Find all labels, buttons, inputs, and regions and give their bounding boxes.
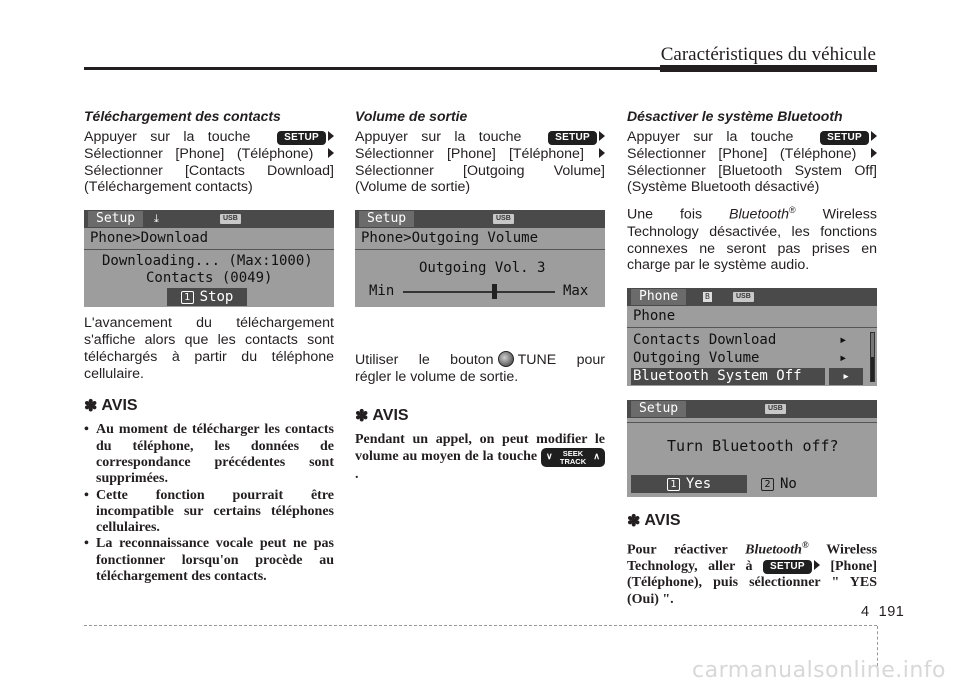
volume-max-label: Max (563, 283, 589, 300)
chevron-right-icon: ▸ (839, 332, 848, 349)
note-text: Pendant un appel, on peut modifier le volume au moyen de la touche ∨ SEEK TRACK ∧ . (355, 431, 605, 483)
menu-item-outgoing-volume: Outgoing Volume (633, 350, 760, 367)
chevron-right-icon: ▸ (839, 350, 848, 367)
arrow-right-icon (599, 148, 605, 158)
instruction-text: (Téléchargement contacts) (84, 179, 253, 196)
chevron-up-icon: ∧ (593, 451, 600, 462)
tune-knob-icon (498, 351, 514, 367)
column-outgoing-volume (355, 108, 605, 483)
avis-heading (84, 396, 334, 416)
screen-tab: Setup (88, 211, 143, 227)
instruction-text: Sélectionner [Outgoing Volume] (355, 162, 605, 179)
screen-top-bar (355, 210, 605, 228)
avis-title: AVIS (101, 397, 138, 415)
setup-button-icon: SETUP (277, 131, 326, 145)
chevron-right-icon: ▸ (829, 368, 863, 385)
footer-rule (84, 625, 877, 626)
arrow-right-icon (871, 131, 877, 141)
note-mark-icon: ✽ (355, 407, 369, 425)
menu-item-contacts-download: Contacts Download (633, 332, 777, 349)
softkey-number: 2 (761, 478, 774, 491)
setup-button-icon: SETUP (820, 131, 869, 145)
usb-icon: USB (765, 404, 786, 414)
arrow-right-icon (871, 148, 877, 158)
setup-button-icon: SETUP (763, 560, 812, 574)
chevron-down-icon: ∨ (546, 451, 553, 462)
screen-top-bar (627, 288, 877, 306)
screen-bluetooth-off-confirm (627, 400, 877, 497)
volume-level: Outgoing Vol. 3 (419, 260, 546, 277)
instruction-text: (Système Bluetooth désactivé) (627, 179, 820, 196)
instruction-text: Sélectionner [Bluetooth System Off] (627, 162, 877, 179)
stop-softkey (167, 288, 247, 306)
instruction-text: (Volume de sortie) (355, 179, 471, 196)
page-number: 4 191 (861, 604, 905, 620)
screen-path: Phone>Download (84, 228, 334, 250)
arrow-right-icon (599, 131, 605, 141)
instructions (84, 129, 334, 196)
avis-heading (355, 406, 605, 426)
instruction-text: Appuyer sur la touche (355, 129, 522, 145)
download-icon: ⤓ (154, 212, 159, 226)
section-title: Désactiver le système Bluetooth (627, 108, 843, 124)
no-softkey (761, 476, 797, 492)
softkey-label: Stop (199, 289, 234, 306)
softkey-number: 1 (667, 478, 680, 491)
contacts-count: Contacts (0049) (146, 270, 273, 287)
screen-top-bar (627, 400, 877, 418)
volume-slider-track (403, 291, 555, 293)
screen-phone-menu (627, 288, 877, 386)
instruction-text: régler le volume de sortie. (355, 368, 519, 385)
instruction-text: Sélectionner [Phone] (Téléphone) (84, 145, 314, 162)
setup-button-icon: SETUP (548, 131, 597, 145)
avis-title: AVIS (644, 512, 681, 530)
instruction-text: Utiliser le bouton (355, 352, 494, 369)
progress-paragraph: L'avancement du téléchargement s'affiche alors que les contacts sont téléchargés à partir du téléphone cellulaire. (84, 315, 334, 382)
yes-softkey (631, 475, 747, 493)
bluetooth-paragraph: Une fois Bluetooth® Wireless Technology désactivée, les fonctions connexes ne seront pas prises en charge par le système audio. (627, 205, 877, 274)
screen-tab: Phone (631, 289, 686, 305)
softkey-label: No (780, 476, 797, 493)
note-item: • Cette fonction pourrait être incompatible sur certains téléphones cellulaires. (84, 487, 334, 536)
instructions (355, 129, 605, 196)
note-mark-icon: ✽ (627, 513, 641, 531)
section-title: Volume de sortie (355, 108, 468, 124)
screen-path: Phone (627, 306, 877, 328)
screen-download (84, 210, 334, 307)
scrollbar (870, 332, 875, 382)
column-bluetooth-off (627, 108, 877, 608)
usb-icon: USB (220, 214, 241, 224)
screen-top-bar (84, 210, 334, 228)
tune-paragraph (355, 351, 605, 386)
note-mark-icon: ✽ (84, 398, 98, 416)
note-list (84, 422, 334, 585)
screen-tab: Setup (631, 401, 686, 417)
arrow-right-icon (328, 131, 334, 141)
usb-icon: USB (733, 292, 754, 302)
arrow-right-icon (814, 560, 820, 570)
download-progress: Downloading... (Max:1000) (102, 253, 313, 270)
column-contacts-download (84, 108, 334, 585)
chapter-title: Caractéristiques du véhicule (660, 44, 876, 65)
avis-title: AVIS (372, 406, 409, 424)
instruction-text: Appuyer sur la touche (627, 129, 794, 145)
instructions (627, 129, 877, 196)
note-text: Pour réactiver Bluetooth® Wireless Technology, aller à SETUP [Phone] (Téléphone), puis sélectionner " YES (Oui) ". (627, 540, 878, 607)
arrow-right-icon (328, 148, 334, 158)
softkey-label: Yes (685, 476, 712, 493)
instruction-text: Appuyer sur la touche (84, 129, 251, 145)
screen-tab: Setup (359, 211, 414, 227)
avis-heading (627, 511, 877, 531)
watermark: carmanualsonline.info (692, 658, 946, 683)
menu-item-bluetooth-system-off: Bluetooth System Off (633, 368, 802, 385)
section-title: Téléchargement des contacts (84, 108, 281, 124)
instruction-text: TUNE pour (517, 352, 605, 369)
instruction-text: Sélectionner [Contacts Download] (84, 162, 334, 179)
note-item: • Au moment de télécharger les contacts du téléphone, les données de correspondance précédentes sont supprimées. (84, 422, 334, 487)
screen-outgoing-volume (355, 210, 605, 307)
confirm-question: Turn Bluetooth off? (667, 437, 839, 456)
screen-path: Phone>Outgoing Volume (355, 228, 605, 250)
bluetooth-icon: B (705, 292, 710, 302)
instruction-text: Sélectionner [Phone] (Téléphone) (627, 145, 857, 162)
instruction-text: Sélectionner [Phone] [Téléphone] (355, 145, 584, 162)
softkey-number: 1 (181, 291, 194, 304)
usb-icon: USB (493, 214, 514, 224)
volume-slider-thumb (492, 284, 497, 299)
volume-min-label: Min (369, 283, 395, 300)
note-item: • La reconnaissance vocale peut ne pas fonctionner lorsqu'on procède au téléchargement des contacts. (84, 536, 334, 585)
seek-track-button-icon: ∨ SEEK TRACK ∧ (541, 448, 605, 467)
header-rule-accent (660, 65, 877, 72)
